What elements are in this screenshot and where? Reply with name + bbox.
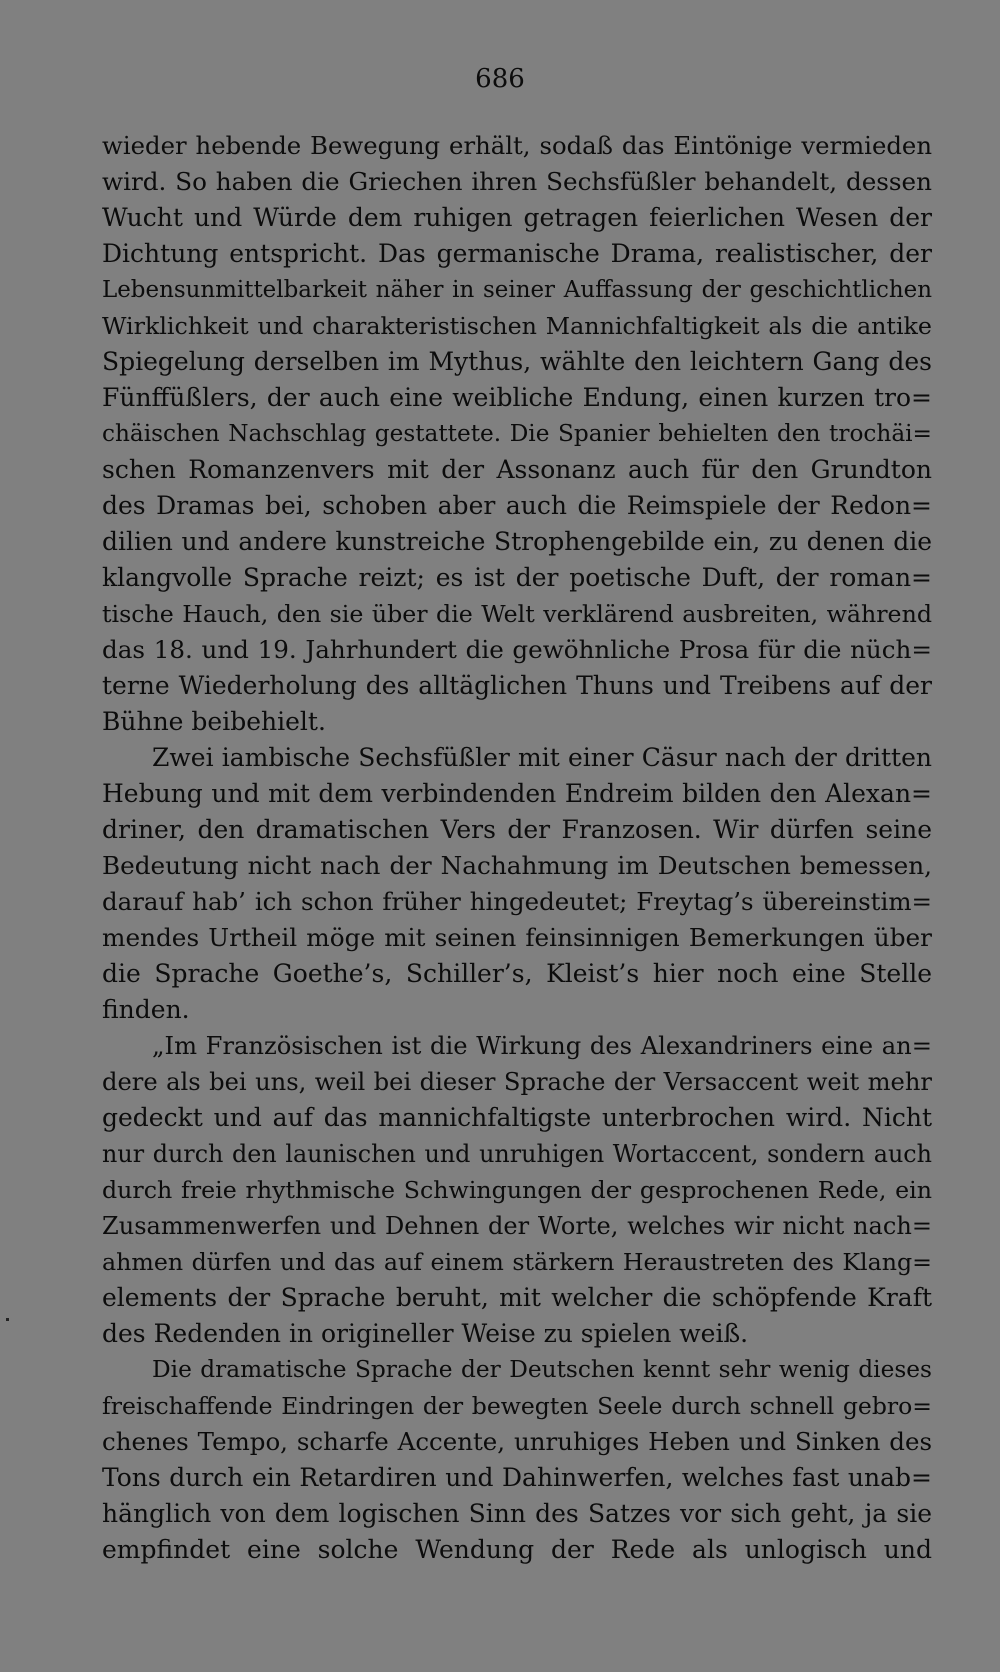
text-line: Fünffüßlers, der auch eine weibliche Endung, einen kurzen tro= xyxy=(102,383,932,412)
text-line: wird. So haben die Griechen ihren Sechsfüßler behandelt, dessen xyxy=(102,167,932,196)
text-line: Dichtung entspricht. Das germanische Drama, realistischer, der xyxy=(102,239,932,268)
text-line: Lebensunmittelbarkeit näher in seiner Auffassung der geschichtlichen xyxy=(102,277,932,303)
text-line: die Sprache Goethe’s, Schiller’s, Kleist’s hier noch eine Stelle xyxy=(102,959,932,988)
text-line: ahmen dürfen und das auf einem stärkern Heraustreten des Klang= xyxy=(102,1248,932,1276)
stray-ink-mark xyxy=(6,1318,9,1321)
text-line: klangvolle Sprache reizt; es ist der poetische Duft, der roman= xyxy=(102,563,932,592)
text-line: tische Hauch, den sie über die Welt verklärend ausbreiten, während xyxy=(102,600,932,628)
text-line: schen Romanzenvers mit der Assonanz auch für den Grundton xyxy=(102,455,932,484)
text-line: finden. xyxy=(102,995,190,1024)
text-line: Wirklichkeit und charakteristischen Mannichfaltigkeit als die antike xyxy=(102,312,932,340)
text-line: chenes Tempo, scharfe Accente, unruhiges Heben und Sinken des xyxy=(102,1427,932,1456)
text-line: Die dramatische Sprache der Deutschen kennt sehr wenig dieses xyxy=(152,1356,932,1383)
text-line: „Im Französischen ist die Wirkung des Alexandriners eine an= xyxy=(152,1032,932,1060)
text-line: Tons durch ein Retardiren und Dahinwerfen, welches fast unab= xyxy=(102,1463,932,1492)
text-line: elements der Sprache beruht, mit welcher die schöpfende Kraft xyxy=(102,1283,932,1312)
text-line: driner, den dramatischen Vers der Franzosen. Wir dürfen seine xyxy=(102,815,932,844)
text-line: durch freie rhythmische Schwingungen der gesprochenen Rede, ein xyxy=(102,1176,932,1204)
text-line: Zwei iambische Sechsfüßler mit einer Cäsur nach der dritten xyxy=(152,743,932,772)
text-line: mendes Urtheil möge mit seinen feinsinnigen Bemerkungen über xyxy=(102,923,932,952)
text-line: Spiegelung derselben im Mythus, wählte den leichtern Gang des xyxy=(102,347,932,376)
text-line: dilien und andere kunstreiche Strophengebilde ein, zu denen die xyxy=(102,527,932,556)
text-line: freischaffende Eindringen der bewegten Seele durch schnell gebro= xyxy=(102,1392,932,1420)
text-line: Hebung und mit dem verbindenden Endreim bilden den Alexan= xyxy=(102,779,932,808)
text-line: terne Wiederholung des alltäglichen Thuns und Treibens auf der xyxy=(102,671,932,700)
text-line: chäischen Nachschlag gestattete. Die Spanier behielten den trochäi= xyxy=(102,420,932,447)
text-line: dere als bei uns, weil bei dieser Sprache der Versaccent weit mehr xyxy=(102,1068,932,1096)
text-line: hänglich von dem logischen Sinn des Satzes vor sich geht, ja sie xyxy=(102,1499,932,1528)
text-line: Wucht und Würde dem ruhigen getragen feierlichen Wesen der xyxy=(102,203,932,232)
text-line: Bedeutung nicht nach der Nachahmung im Deutschen bemessen, xyxy=(102,851,932,880)
text-line: wieder hebende Bewegung erhält, sodaß das Eintönige vermieden xyxy=(102,131,932,160)
body-text xyxy=(102,128,932,1568)
text-line: des Redenden in origineller Weise zu spielen weiß. xyxy=(102,1319,749,1348)
text-line: des Dramas bei, schoben aber auch die Reimspiele der Redon= xyxy=(102,491,932,520)
text-line: nur durch den launischen und unruhigen Wortaccent, sondern auch xyxy=(102,1140,932,1168)
text-line: Bühne beibehielt. xyxy=(102,707,326,736)
text-line: darauf hab’ ich schon früher hingedeutet; Freytag’s übereinstim= xyxy=(102,887,932,916)
text-line: empfindet eine solche Wendung der Rede als unlogisch und xyxy=(102,1535,932,1564)
text-line: Zusammenwerfen und Dehnen der Worte, welches wir nicht nach= xyxy=(102,1212,932,1240)
text-line: gedeckt und auf das mannichfaltigste unterbrochen wird. Nicht xyxy=(102,1103,932,1132)
text-line: das 18. und 19. Jahrhundert die gewöhnliche Prosa für die nüch= xyxy=(102,635,932,664)
page-number: 686 xyxy=(475,64,525,94)
